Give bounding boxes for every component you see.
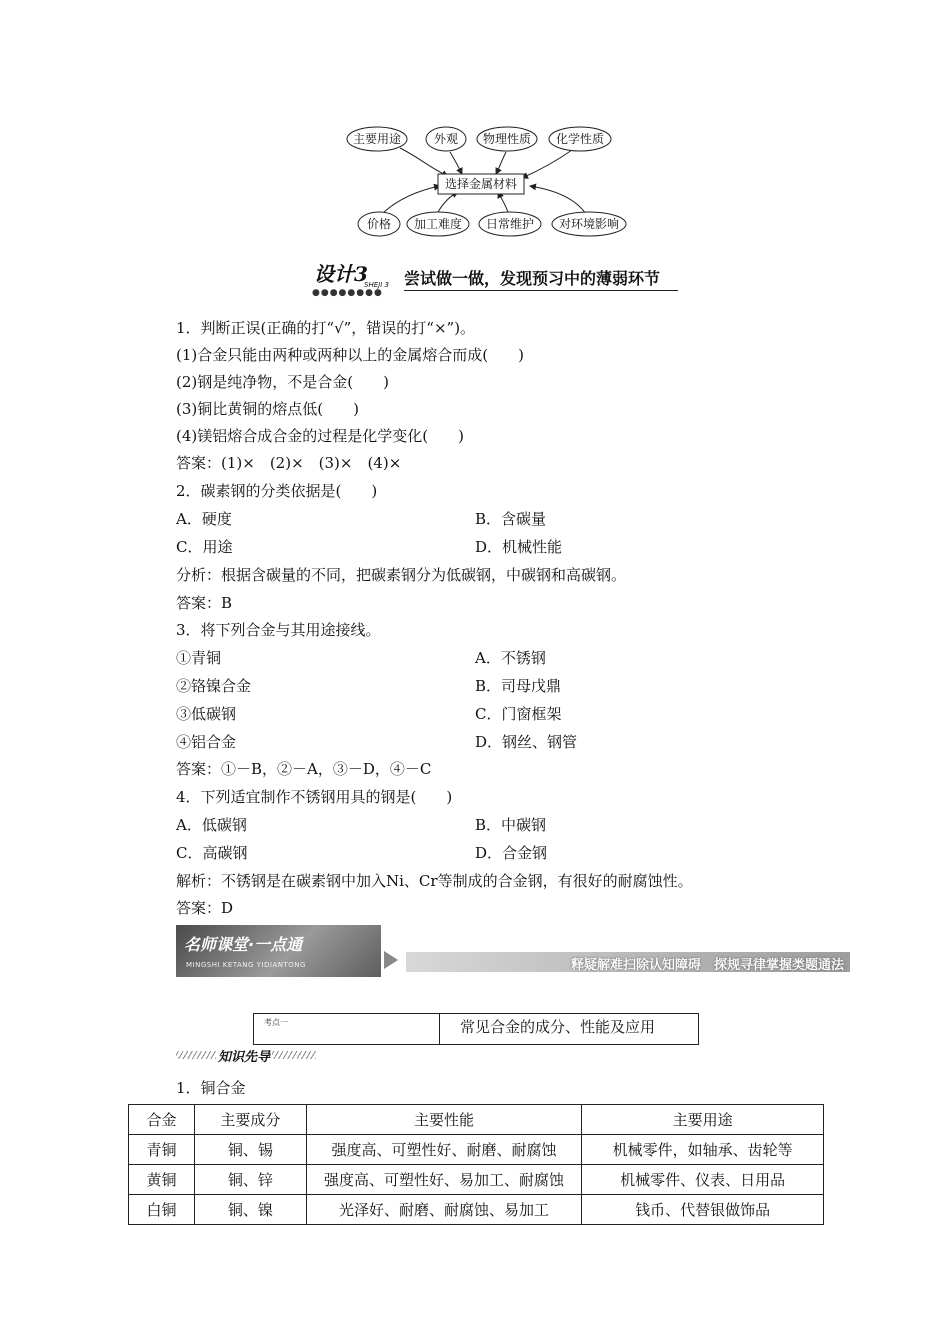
diagram-node-7: 日常维护 xyxy=(485,217,535,231)
play-arrow-icon xyxy=(384,951,398,969)
kaodian-title: 常见合金的成分、性能及应用 xyxy=(460,1018,656,1036)
q4-option-a: A．低碳钢 xyxy=(176,816,247,834)
q2-option-b: B．含碳量 xyxy=(475,510,547,528)
table-row xyxy=(129,1135,824,1165)
teacher-banner-pinyin: MINGSHI KETANG YIDIANTONG xyxy=(186,961,306,969)
table-cell: 铜、锡 xyxy=(194,1135,306,1165)
q4-answer: 答案：D xyxy=(176,899,234,917)
section-logo-pinyin: SHEJI 3 xyxy=(364,281,389,289)
column-header: 主要性能 xyxy=(306,1105,582,1135)
q4-option-d: D．合金钢 xyxy=(475,844,548,862)
column-header: 主要用途 xyxy=(582,1105,824,1135)
teacher-banner-strip xyxy=(406,952,850,972)
q2-stem: 2．碳素钢的分类依据是( ) xyxy=(176,482,378,500)
column-header: 主要成分 xyxy=(194,1105,306,1135)
column-header: 合金 xyxy=(129,1105,195,1135)
hatch-decoration xyxy=(272,1051,316,1059)
q3-left-item: ②铬镍合金 xyxy=(176,677,252,695)
q3-right-item: D．钢丝、钢管 xyxy=(475,733,578,751)
table-cell: 机械零件、仪表、日用品 xyxy=(582,1165,824,1195)
q3-right-item: A．不锈钢 xyxy=(475,649,546,667)
diagram-node-8: 对环境影响 xyxy=(558,217,620,231)
dots-decoration: ●●●●●●●● xyxy=(312,288,383,298)
q4-option-b: B．中碳钢 xyxy=(475,816,547,834)
q2-option-d: D．机械性能 xyxy=(475,538,563,556)
q3-right-item: B．司母戊鼎 xyxy=(475,677,562,695)
table-cell: 铜、镍 xyxy=(194,1195,306,1225)
table-cell: 白铜 xyxy=(129,1195,195,1225)
q1-stem: 1．判断正误(正确的打“√”，错误的打“×”)。 xyxy=(176,319,476,337)
q2-answer: 答案：B xyxy=(176,594,233,612)
diagram-node-4: 化学性质 xyxy=(555,132,605,146)
q3-stem: 3．将下列合金与其用途接线。 xyxy=(176,621,381,639)
q2-analysis: 分析：根据含碳量的不同，把碳素钢分为低碳钢，中碳钢和高碳钢。 xyxy=(176,566,627,584)
q1-item: (2)钢是纯净物，不是合金( ) xyxy=(176,373,389,391)
q1-item: (3)铜比黄铜的熔点低( ) xyxy=(176,400,359,418)
copper-heading: 1．铜合金 xyxy=(176,1079,246,1097)
section-logo xyxy=(308,258,404,298)
table-cell: 钱币、代替银做饰品 xyxy=(582,1195,824,1225)
section-banner xyxy=(308,258,678,298)
diagram-node-2: 外观 xyxy=(433,132,459,146)
table-cell: 机械零件，如轴承、齿轮等 xyxy=(582,1135,824,1165)
diagram-svg xyxy=(340,118,630,248)
kaodian-tag: 考点一 xyxy=(264,1018,288,1027)
q1-item: (4)镁铝熔合成合金的过程是化学变化( ) xyxy=(176,427,464,445)
q3-left-item: ①青铜 xyxy=(176,649,222,667)
diagram-node-3: 物理性质 xyxy=(482,132,532,146)
diagram-node-1: 主要用途 xyxy=(352,132,402,146)
q4-option-c: C．高碳钢 xyxy=(176,844,248,862)
section-logo-text: 设计3 xyxy=(314,262,368,286)
table-cell: 黄铜 xyxy=(129,1165,195,1195)
table-cell: 光泽好、耐磨、耐腐蚀、易加工 xyxy=(306,1195,582,1225)
metal-selection-diagram xyxy=(340,118,630,248)
zhishi-bar xyxy=(176,1047,316,1063)
q1-item: (1)合金只能由两种或两种以上的金属熔合而成( ) xyxy=(176,346,524,364)
q4-analysis: 解析：不锈钢是在碳素钢中加入Ni、Cr等制成的合金钢，有很好的耐腐蚀性。 xyxy=(176,872,693,890)
q1-answer: 答案：(1)× (2)× (3)× (4)× xyxy=(176,454,402,472)
table-cell: 强度高、可塑性好、耐磨、耐腐蚀 xyxy=(306,1135,582,1165)
diagram-node-5: 价格 xyxy=(366,217,392,231)
diagram-center: 选择金属材料 xyxy=(444,177,518,191)
table-row xyxy=(129,1195,824,1225)
table-row xyxy=(129,1165,824,1195)
table-cell: 强度高、可塑性好、易加工、耐腐蚀 xyxy=(306,1165,582,1195)
teacher-banner-logo xyxy=(176,925,381,977)
zhishi-label: 知识先导 xyxy=(218,1050,271,1065)
kaodian-tag-cell xyxy=(254,1014,440,1044)
q3-left-item: ④铝合金 xyxy=(176,733,237,751)
teacher-banner-slogan: 释疑解难扫除认知障碍 探规寻律掌握类题通法 xyxy=(570,958,844,973)
q3-answer: 答案：①－B，②－A，③－D，④－C xyxy=(176,760,432,778)
kaodian-box xyxy=(253,1013,699,1045)
section-slogan: 尝试做一做，发现预习中的薄弱环节 xyxy=(404,269,661,288)
section-rule xyxy=(404,290,678,291)
table-header-row xyxy=(129,1105,824,1135)
hatch-decoration xyxy=(176,1051,216,1059)
teacher-banner xyxy=(176,925,850,977)
q2-option-c: C．用途 xyxy=(176,538,233,556)
q3-left-item: ③低碳钢 xyxy=(176,705,237,723)
q3-right-item: C．门窗框架 xyxy=(475,705,562,723)
q4-stem: 4．下列适宜制作不锈钢用具的钢是( ) xyxy=(176,788,453,806)
diagram-node-6: 加工难度 xyxy=(413,217,463,231)
teacher-banner-title: 名师课堂·一点通 xyxy=(184,935,303,954)
q2-option-a: A．硬度 xyxy=(176,510,232,528)
table-cell: 青铜 xyxy=(129,1135,195,1165)
table-cell: 铜、锌 xyxy=(194,1165,306,1195)
copper-alloy-table xyxy=(128,1104,824,1225)
